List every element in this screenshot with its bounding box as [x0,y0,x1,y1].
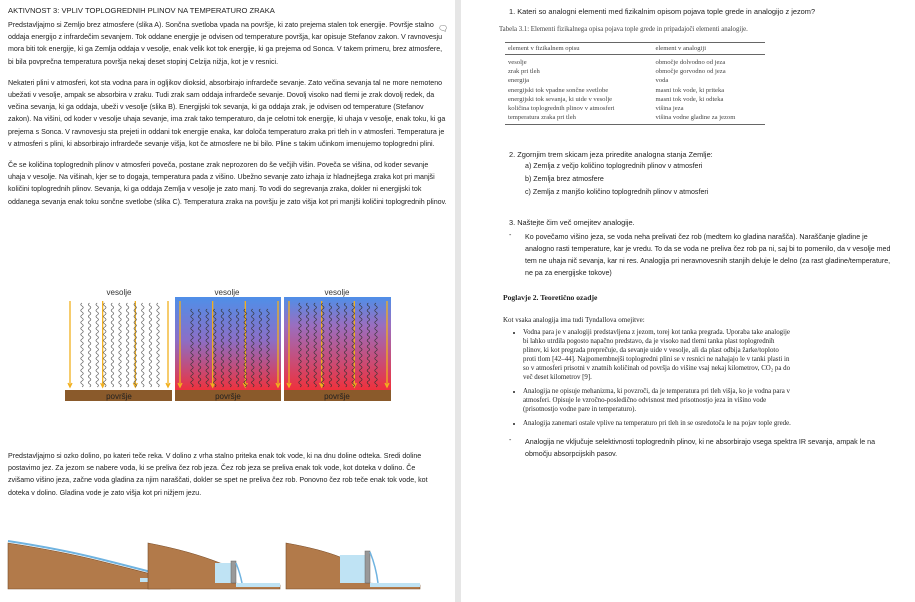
table-cell: temperatura zraka pri tleh [505,113,653,125]
table-cell: območje dolvodno od jeza [655,59,726,66]
diagram-b-space-label: vesolje [214,288,240,297]
table-row [505,86,765,95]
limitations-bullet-list [491,329,791,428]
table-cell: vesolje [508,59,527,66]
valley-sketch-1 [8,541,172,589]
paragraph-more-gases[interactable]: Če se količina toplogrednih plinov v atmosferi poveča, postane zrak neprozoren do še večjih višin. Poveča se višina, od koder sevanje uhaja v vesolje. Na višinah, kjer se to dogaja, temperatura pada z višino. Ubežno sevanje zato izhaja iz hladnejšega zraka kot pri manjši količini toplogrednih plinov. Sevanja, ki ga oddaja Zemlja v vesolje je zato manj. To vodi do segrevanja zraka, dokler ni energijski tok oddanega sevanja enak toku sončne svetlobe (slika C). Temperatura zraka na površju je zato višja kot pri manjši količini toplogrednih plinov. [8,161,447,206]
valley-sketch-3 [286,543,420,589]
table-header-physical: element v fizikalnem opisu [505,43,653,55]
table-cell: višina jeza [655,105,684,113]
question-2-item-a[interactable]: a) Zemlja z večjo količino toplogrednih plinov v atmosferi [525,162,703,171]
valley-dam-sketches [0,533,455,593]
dam-high [365,551,370,583]
question-1[interactable]: 1. Kateri so analogni elementi med fizikalnim opisom pojava tople grede in analogijo z jezom? [509,7,816,16]
valley-sketch-2 [148,543,280,589]
paragraph-no-atmosphere[interactable]: Predstavljajmo si Zemljo brez atmosfere (slika A). Sončna svetloba vpada na površje, ki zato prejema stalen tok energije. Površje stalno oddaja energijo z infrardečim sevanjem. Tok oddane energije je odvisen od temperature površja, kar opisuje Stefanov zakon. V ravnovesju mora biti tok energije, ki ga Zemlja oddaja v vesolje, enak velik kot tok energije, ki ga prejema od Sonca. V takem primeru, brez atmosfere, bi bila povprečna temperatura površja nekaj deset stopinj Celzija nižja, kot je v resnici. [8,21,443,66]
table-cell: energijski tok vpadne sončne svetlobe [508,86,609,94]
analogy-table [505,42,765,125]
list-item: • Vodna para je v analogiji predstavljena z jezom, torej kot tanka pregrada. Uporaba take analogije bi lahko utrdila pogosto napačno predstavo, da je visoko nad tlemi tanka plast toplogrednih plinov, ki kot pregrada preprečuje, da sevanje uide v vesolje, ali da plast odbija žarke/toploto proti tlom [42–44]. Najpomembnejši toplogredni plini se v resnici ne nahajajo le v tanki plasti in so v atmosferi prisotni v znatnih količinah od površja do višine vsaj nekaj kilometrov, CO₂ pa do več deset kilometrov [9]. [523,329,791,382]
diagram-b [175,288,281,401]
question-3[interactable]: 3. Naštejte čim več omejitev analogije. [509,218,635,228]
section-intro: Kot vsaka analogija ima tudi Tyndallova omejitve: [503,316,645,325]
list-item: • Analogija ne opisuje mehanizma, ki povzroči, da je temperatura pri tleh višja, ko je vodna para v atmosferi. Opisuje le vzročno-posledično odvisnost med prisotnostjo jeza in višino vode (prisotnostjo vodne pare in temperaturo). [523,388,791,415]
table-row [505,95,765,104]
table-row [505,104,765,113]
answer-text[interactable]: Ko povečamo višino jeza, se voda neha prelivati čez rob (medtem ko gladina narašča). Naraščanje gladine je analogno rasti temperature, kar je vredu. To da se voda ne preliva čez rob pa ni, saj bi to pomenilo, da v vesolje med tem ne uhaja nič sevanja, kar ni res. Analogija pri neravnovesnih stanjih deluje le delno (za rast gladine/temperature, ne pa za energijske tokove) [525,233,891,278]
list-item: • Analogija zanemari ostale vplive na temperaturo pri tleh in se osredotoča le na pojav tople grede. [523,420,791,429]
paragraph-dam-analogy[interactable]: Predstavljajmo si ozko dolino, po kateri teče reka. V dolino z vrha stalno priteka enak tok vode, ki na dnu doline odteka. Sredi doline postavimo jez. Za jezom se nabere voda, ki se preliva čez rob jeza. Čez rob jeza se preliva enak tok vode, kot doteka v dolino. Če zvišamo višino jeza, začne voda gladina za njim naraščati, dokler se spet ne preliva čez rob. Ponovno čez rob teče enak tok vode, kot doteka v dolino. Gladina vode je zato višja kot pri nižjem jezu. [8,452,428,497]
diagram-b-surface-label: površje [215,392,241,401]
table-row [505,67,765,76]
chapter-heading: Poglavje 2. Teoretično ozadje [503,293,598,303]
right-page [461,0,915,602]
table-cell: energijski tok sevanja, ki uide v vesolje [508,95,613,103]
table-row [505,55,765,68]
table-cell: energija [508,77,530,85]
diagram-c [284,288,391,401]
diagram-a-surface-label: površje [106,392,132,401]
question-2[interactable]: 2. Zgornjim trem skicam jeza priredite analogna stanja Zemlje: [509,150,713,160]
comment-icon[interactable]: 🗨 [438,24,449,33]
answer-text[interactable]: Analogija ne vključuje selektivnosti toplogrednih plinov, ki ne absorbirajo vsega spektra IR sevanja, ampak le na območju absorpcijskih pasov. [525,438,876,459]
table-cell: masni tok vode, ki odteka [655,95,724,103]
diagram-a-space-label: vesolje [106,288,132,297]
answer-limitation-2[interactable]: - Analogija ne vključuje selektivnosti toplogrednih plinov, ki ne absorbirajo vsega spektra IR sevanja, ampak le na območju absorpcijskih pasov. [509,436,903,460]
diagram-c-surface-label: površje [324,392,350,401]
table-header-row [505,43,765,55]
table-header-analogy: element v analogiji [653,43,765,55]
left-page [0,0,455,602]
table-cell: masni tok vode, ki priteka [655,86,725,94]
table-row [505,113,765,125]
diagram-c-space-label: vesolje [324,288,350,297]
table-row [505,76,765,85]
activity-heading: AKTIVNOST 3: VPLIV TOPLOGREDNIH PLINOV NA TEMPERATURO ZRAKA [8,6,275,15]
table-caption: Tabela 3.1: Elementi fizikalnega opisa pojava tople grede in pripadajoči elementi analogije. [499,26,748,33]
table-cell: zrak pri tleh [508,68,540,76]
question-2-item-b[interactable]: b) Zemlja brez atmosfere [525,175,604,184]
table-cell: območje gorvodno od jeza [655,68,726,76]
earth-atmosphere-diagrams [0,283,455,408]
table-cell: količina toplogrednih plinov v atmosferi [508,105,615,113]
dam-low [231,561,236,583]
paragraph-greenhouse-gases[interactable]: Nekateri plini v atmosferi, kot sta vodna para in ogljikov dioksid, absorbirajo infrardeče sevanje. Zato večina sevanja tal ne more nemoteno ubežati v vesolje, ampak se absorbira v zraku. Tudi zrak sam oddaja infrardeče sevanje. Dovolj visoko nad tlemi je zrak dovolj redek, da večina sevanja, ki ga oddaja, ubeži v vesolje (slika B). Energijski tok sevanja, ki ga oddaja zrak, je odvisen od temperature (Stefanov zakon). Na višini, od koder v vesolje uhaja sevanje, ima zrak tako temperaturo, da je celotni tok energije, ki uhaja v vesolje, enak toku, ki ga prejema s Sonca. V ravnovesju sta prejeti in oddani tok energije enaka, kar določa temperaturo zraka pri tleh in v atmosferi. Temperatura je v atmosferi s plini, ki absorbirajo infrardeče sevanje višja, kot če atmosfere ne bi bilo. Pline s takim učinkom imenujemo toplogredni plini. [8,78,446,148]
table-cell: višina vodne gladine za jezom [653,113,765,125]
diagram-a [65,288,172,401]
question-2-item-c[interactable]: c) Zemlja z manjšo količino toplogrednih plinov v atmosferi [525,188,709,197]
answer-limitation-1[interactable]: - Ko povečamo višino jeza, se voda neha prelivati čez rob (medtem ko gladina narašča). Naraščanje gladine je analogno rasti temperature, kar je vredu. To da se voda ne preliva čez rob pa ni, saj bi to pomenilo, da v vesolje med tem ne uhaja nič sevanja, kar ni res. Analogija pri neravnovesnih stanjih deluje le delno (za rast gladine/temperature, ne pa za energijske tokove) [509,231,903,279]
table-cell: voda [655,77,669,85]
